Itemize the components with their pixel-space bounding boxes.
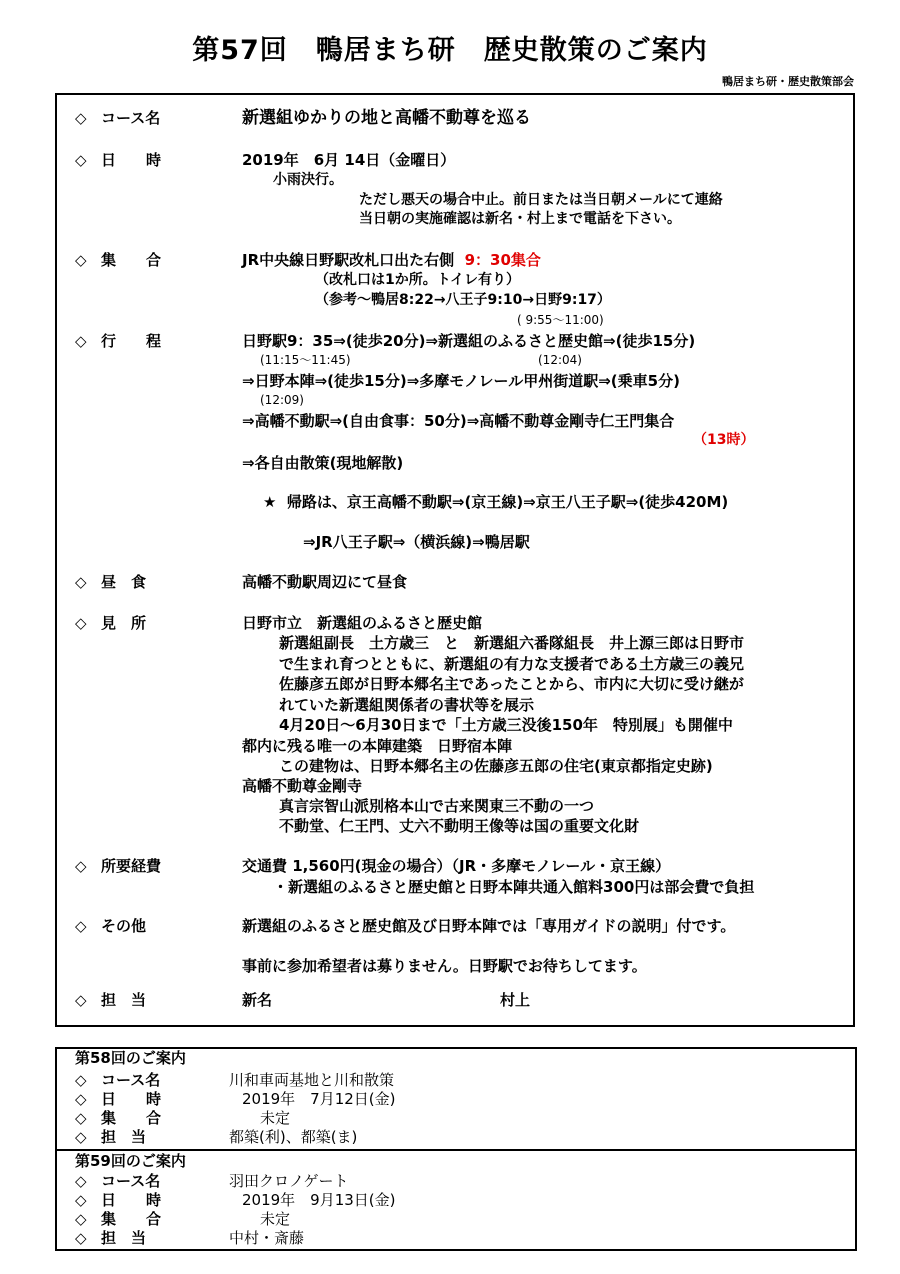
diamond-icon: ◇ <box>75 1090 87 1108</box>
sights-line: 新選組副長 土方歳三 と 新選組六番隊組長 井上源三郎は日野市 <box>279 634 745 652</box>
lunch-label: ◇ 昼 食 <box>75 573 147 591</box>
staff-person-1: 新名 <box>242 991 273 1009</box>
next-heading: 第58回のご案内 <box>75 1049 186 1067</box>
divider <box>57 1149 855 1151</box>
sights-line: 佐藤彦五郎が日野本郷名主であったことから、市内に大切に受け継が <box>279 675 744 693</box>
itinerary-label: ◇ 行 程 <box>75 332 162 350</box>
next-course: 羽田クロノゲート <box>229 1172 349 1190</box>
date-note-rain: 小雨決行。 <box>273 172 343 188</box>
event-detail-box <box>55 93 855 1027</box>
meeting-note-gate: （改札口は1か所。トイレ有り） <box>315 272 521 288</box>
diamond-icon: ◇ <box>75 1071 87 1089</box>
diamond-icon: ◇ <box>75 991 87 1009</box>
diamond-icon: ◇ <box>75 1109 87 1127</box>
diamond-icon: ◇ <box>75 614 87 632</box>
sights-line: 高幡不動尊金剛寺 <box>242 777 363 795</box>
next-staff-label: ◇ 担 当 <box>75 1229 147 1247</box>
diamond-icon: ◇ <box>75 1210 87 1228</box>
next-meet-label: ◇ 集 合 <box>75 1210 162 1228</box>
diamond-icon: ◇ <box>75 857 87 875</box>
next-meet: 未定 <box>260 1210 291 1228</box>
cost-line-1: 交通費 1,560円(現金の場合）（JR・多摩モノレール・京王線） <box>242 857 671 875</box>
diamond-icon: ◇ <box>75 573 87 591</box>
diamond-icon: ◇ <box>75 251 87 269</box>
itinerary-line-1: 日野駅9：35⇒(徒歩20分)⇒新選組のふるさと歴史館⇒(徒歩15分) <box>242 332 696 350</box>
time-gather: （13時） <box>693 432 755 448</box>
diamond-icon: ◇ <box>75 1191 87 1209</box>
next-meet: 未定 <box>260 1109 291 1127</box>
sights-line: 真言宗智山派別格本山で古来関東三不動の一つ <box>279 797 595 815</box>
next-date: 2019年 7月12日(金) <box>242 1090 396 1108</box>
itinerary-line-4: ⇒各自由散策(現地解散) <box>242 454 404 472</box>
return-route-1: ★ 帰路は、京王高幡不動駅⇒(京王線)⇒京王八王子駅⇒(徒歩420M) <box>263 493 729 511</box>
other-line-1: 新選組のふるさと歴史館及び日野本陣では「専用ガイドの説明」付です。 <box>242 917 736 935</box>
diamond-icon: ◇ <box>75 1229 87 1247</box>
lunch-value: 高幡不動駅周辺にて昼食 <box>242 573 408 591</box>
course-name: 新選組ゆかりの地と高幡不動尊を巡る <box>242 108 531 128</box>
next-course-label: ◇ コース名 <box>75 1172 161 1190</box>
diamond-icon: ◇ <box>75 1128 87 1146</box>
next-date-label: ◇ 日 時 <box>75 1090 162 1108</box>
next-meet-label: ◇ 集 合 <box>75 1109 162 1127</box>
meeting-label: ◇ 集 合 <box>75 251 162 269</box>
time-takahata: (12:09) <box>260 393 304 407</box>
next-staff: 都築(利)、都築(ま) <box>229 1128 358 1146</box>
staff-person-2: 村上 <box>500 991 531 1009</box>
sights-line: 日野市立 新選組のふるさと歴史館 <box>242 614 483 632</box>
date-label: ◇ 日 時 <box>75 151 162 169</box>
meeting-place: JR中央線日野駅改札口出た右側 9：30集合 <box>242 251 541 269</box>
upcoming-events-box <box>55 1047 857 1251</box>
diamond-icon: ◇ <box>75 151 87 169</box>
cost-label: ◇ 所要経費 <box>75 857 162 875</box>
return-route-2: ⇒JR八王子駅⇒（横浜線)⇒鴨居駅 <box>303 533 530 551</box>
diamond-icon: ◇ <box>75 109 87 127</box>
sights-line: この建物は、日野本郷名主の佐藤彦五郎の住宅(東京都指定史跡) <box>279 757 713 775</box>
meeting-time: 9：30集合 <box>464 251 541 269</box>
next-heading: 第59回のご案内 <box>75 1152 186 1170</box>
staff-label: ◇ 担 当 <box>75 991 147 1009</box>
other-label: ◇ その他 <box>75 917 147 935</box>
next-course: 川和車両基地と川和散策 <box>229 1071 395 1089</box>
time-museum: ( 9:55～11:00) <box>517 313 604 327</box>
sights-label: ◇ 見 所 <box>75 614 147 632</box>
date-value: 2019年 6月 14日（金曜日） <box>242 151 456 169</box>
date-note-cancel: ただし悪天の場合中止。前日または当日朝メールにて連絡 <box>359 192 723 208</box>
time-honjin: (11:15～11:45) <box>260 353 351 367</box>
sights-line: 4月20日～6月30日まで「土方歳三没後150年 特別展」も開催中 <box>279 716 733 734</box>
meeting-note-train: （参考～鴨居8:22→八王子9:10→日野9:17） <box>315 292 611 308</box>
page-title: 第57回 鴨居まち研 歴史散策のご案内 <box>192 35 708 66</box>
cost-line-2: ・新選組のふるさと歴史館と日野本陣共通入館料300円は部会費で負担 <box>273 878 755 896</box>
time-monorail: (12:04) <box>538 353 582 367</box>
next-course-label: ◇ コース名 <box>75 1071 161 1089</box>
next-date: 2019年 9月13日(金) <box>242 1191 396 1209</box>
date-note-confirm: 当日朝の実施確認は新名・村上まで電話を下さい。 <box>359 211 681 227</box>
course-label: ◇ コース名 <box>75 109 161 127</box>
itinerary-line-3: ⇒高幡不動駅⇒(自由食事：50分)⇒高幡不動尊金剛寺仁王門集合 <box>242 412 675 430</box>
next-staff: 中村・斎藤 <box>229 1229 305 1247</box>
star-icon: ★ <box>263 493 277 511</box>
other-line-2: 事前に参加希望者は募りません。日野駅でお待ちしてます。 <box>242 957 647 975</box>
next-staff-label: ◇ 担 当 <box>75 1128 147 1146</box>
sights-line: れていた新選組関係者の書状等を展示 <box>279 696 535 714</box>
diamond-icon: ◇ <box>75 917 87 935</box>
diamond-icon: ◇ <box>75 1172 87 1190</box>
diamond-icon: ◇ <box>75 332 87 350</box>
itinerary-line-2: ⇒日野本陣⇒(徒歩15分)⇒多摩モノレール甲州街道駅⇒(乗車5分) <box>242 372 680 390</box>
sights-line: 不動堂、仁王門、丈六不動明王像等は国の重要文化財 <box>279 817 640 835</box>
next-date-label: ◇ 日 時 <box>75 1191 162 1209</box>
organizer: 鴨居まち研・歴史散策部会 <box>722 75 854 88</box>
sights-line: で生まれ育つとともに、新選組の有力な支援者である土方歳三の義兄 <box>279 655 745 673</box>
sights-line: 都内に残る唯一の本陣建築 日野宿本陣 <box>242 737 513 755</box>
